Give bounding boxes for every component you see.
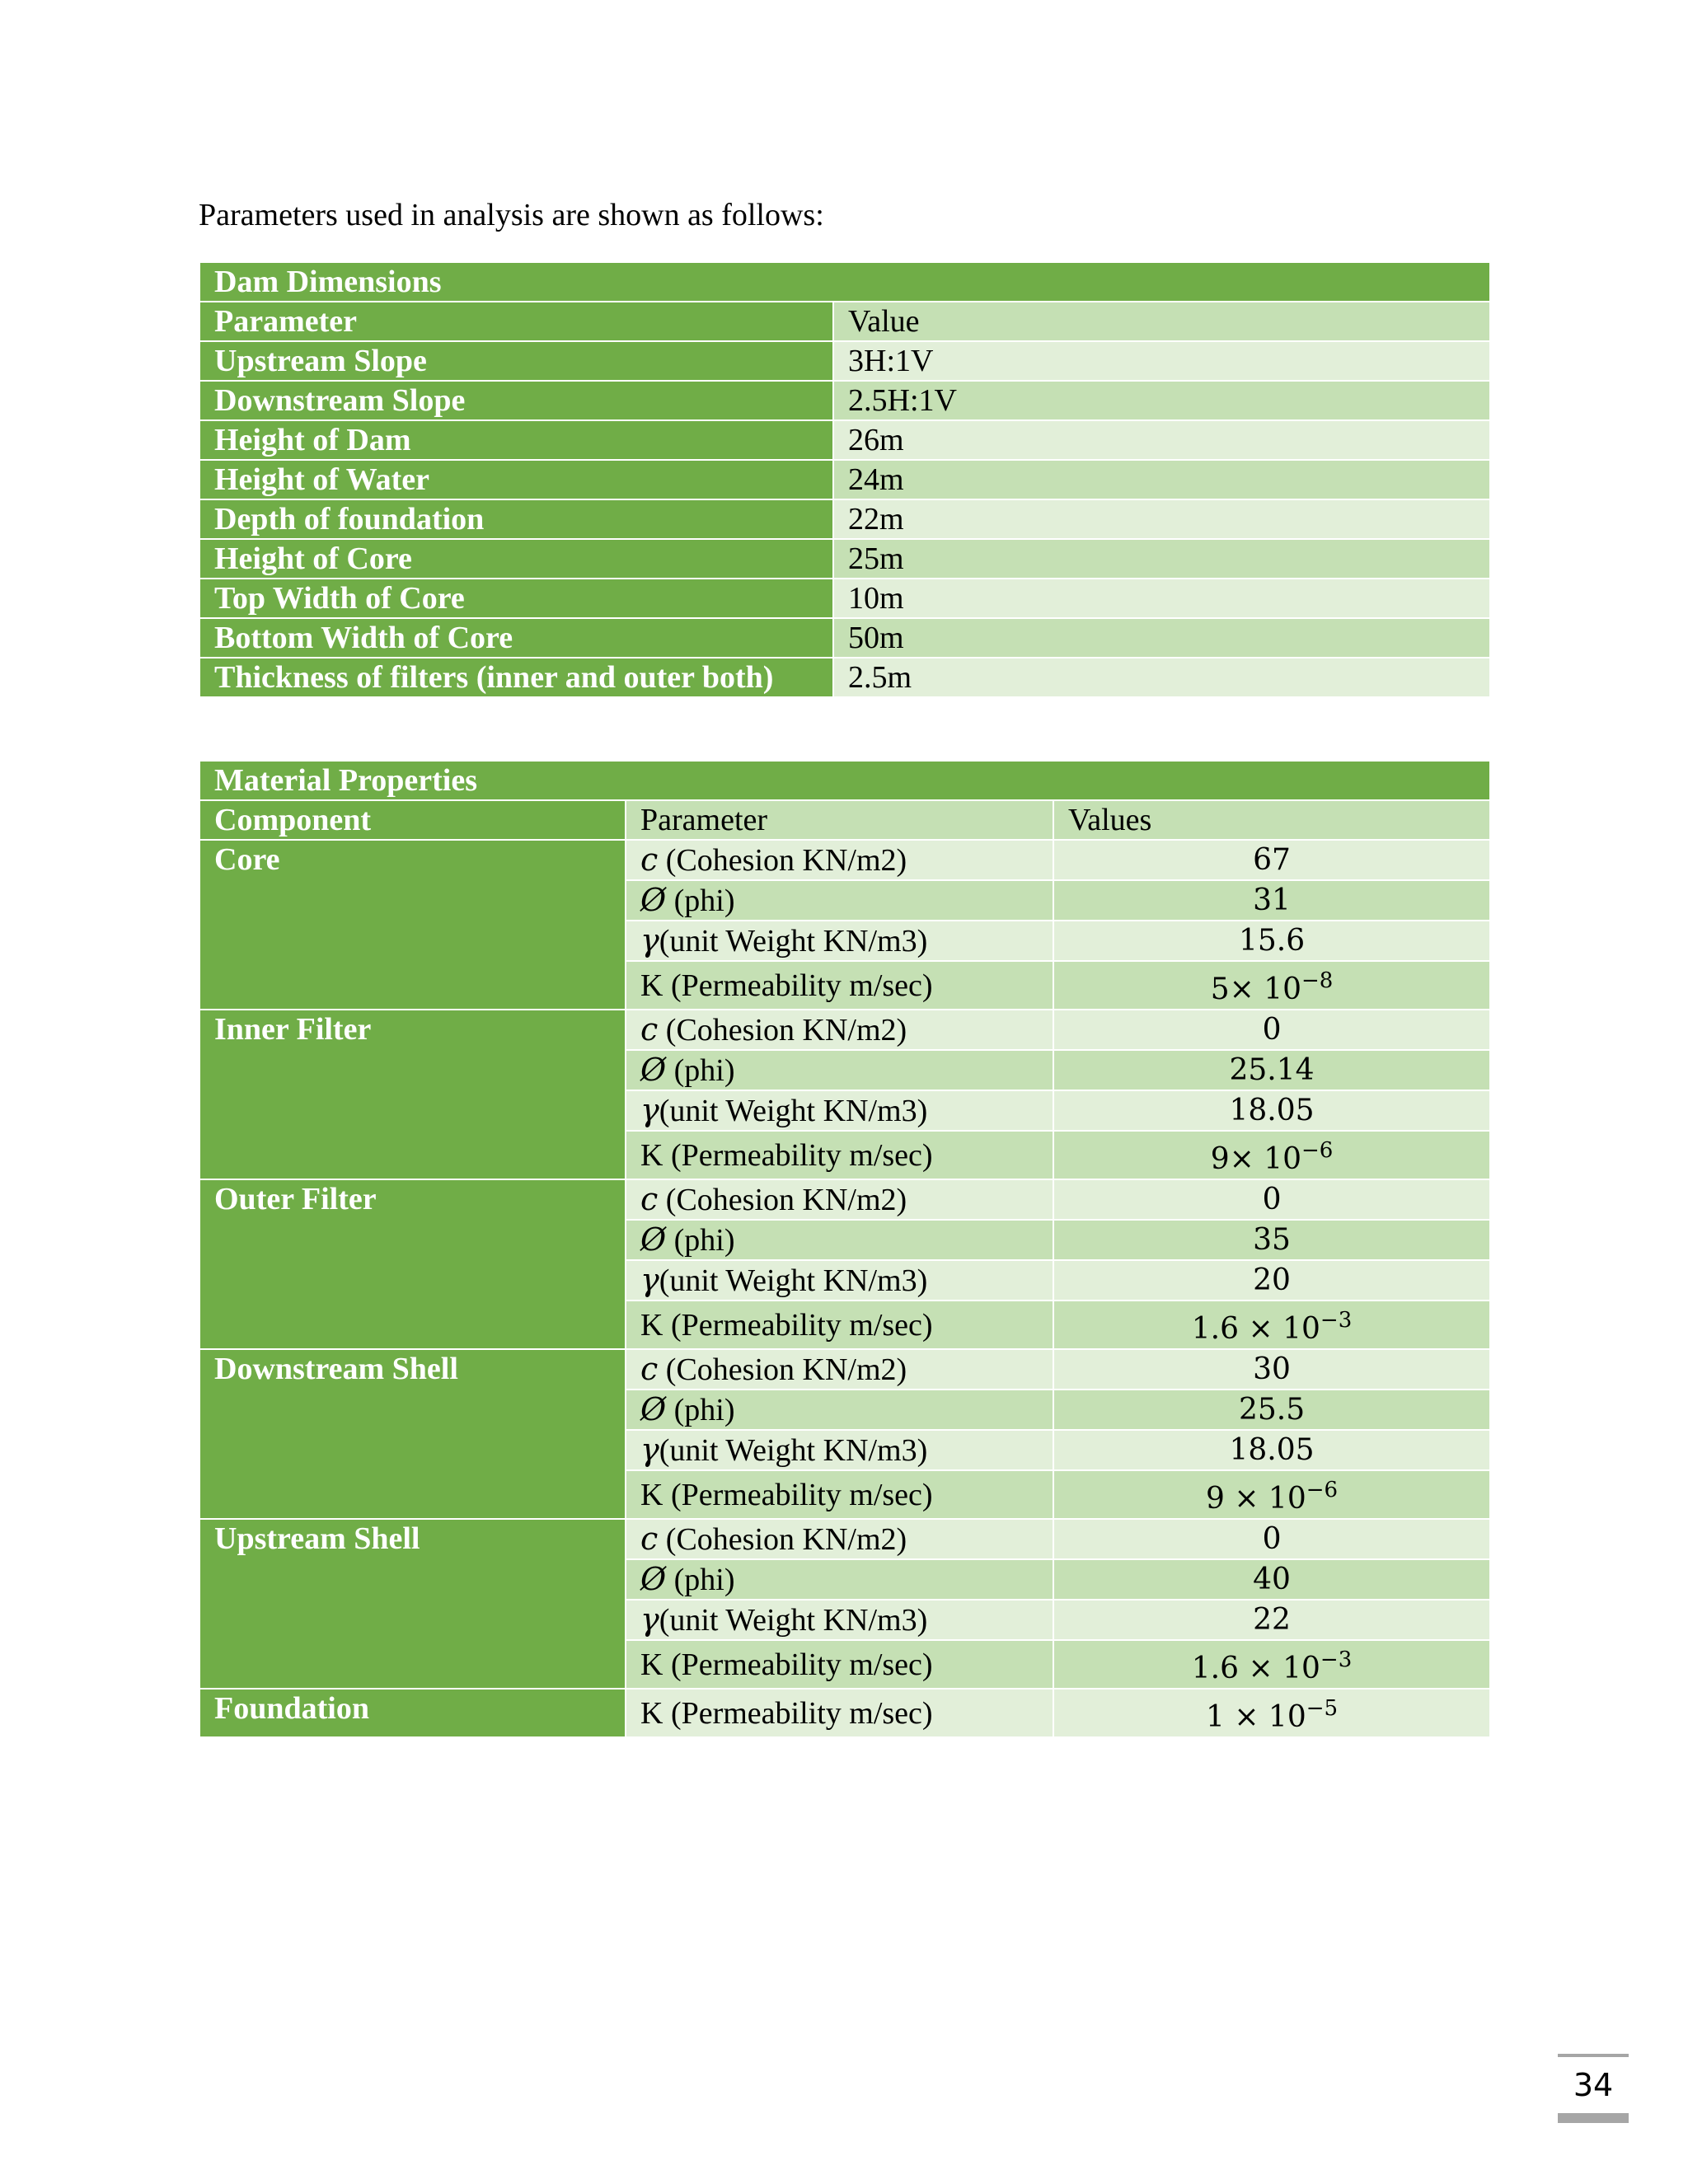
parameter-cell bbox=[626, 1010, 1053, 1050]
value-exponent: −3 bbox=[1320, 1308, 1353, 1333]
component-cell: Foundation bbox=[199, 1689, 626, 1737]
parameter-symbol: γ bbox=[640, 1262, 659, 1298]
dam-param-cell: Top Width of Core bbox=[199, 579, 833, 618]
dam-col-parameter: Parameter bbox=[199, 302, 833, 341]
parameter-cell bbox=[626, 1349, 1053, 1390]
table-row bbox=[199, 341, 1490, 381]
value-mantissa: 9× 10 bbox=[1210, 1142, 1302, 1176]
dam-table-title: Dam Dimensions bbox=[199, 262, 1490, 302]
dam-value-cell: 50m bbox=[833, 618, 1490, 658]
parameter-symbol: Ø bbox=[640, 1221, 667, 1258]
dam-value-cell: 22m bbox=[833, 499, 1490, 539]
parameter-cell bbox=[626, 1600, 1053, 1640]
parameter-symbol: γ bbox=[640, 1601, 659, 1638]
dam-dimensions-table bbox=[199, 261, 1491, 698]
value-mantissa: 67 bbox=[1253, 842, 1291, 877]
parameter-symbol: c bbox=[640, 1351, 659, 1387]
table-row bbox=[199, 539, 1490, 579]
parameter-label: (phi) bbox=[666, 1393, 735, 1427]
parameter-label: (unit Weight KN/m3) bbox=[659, 924, 928, 958]
material-properties-table bbox=[199, 760, 1491, 1738]
value-mantissa: 1 × 10 bbox=[1205, 1700, 1306, 1734]
value-mantissa: 15.6 bbox=[1238, 923, 1306, 958]
page-number: 34 bbox=[1573, 2067, 1614, 2103]
parameter-label: K (Permeability m/sec) bbox=[640, 1477, 933, 1512]
table-row bbox=[199, 840, 1490, 880]
table-row bbox=[199, 381, 1490, 420]
parameter-cell bbox=[626, 1090, 1053, 1131]
value-cell bbox=[1053, 1430, 1490, 1470]
parameter-cell bbox=[626, 1430, 1053, 1470]
value-cell bbox=[1053, 1640, 1490, 1689]
value-mantissa: 25.5 bbox=[1238, 1392, 1306, 1427]
dam-param-cell: Depth of foundation bbox=[199, 499, 833, 539]
value-cell bbox=[1053, 1689, 1490, 1737]
dam-value-cell: 24m bbox=[833, 460, 1490, 499]
intro-text: Parameters used in analysis are shown as follows: bbox=[199, 198, 824, 232]
value-mantissa: 0 bbox=[1262, 1521, 1282, 1556]
parameter-label: K (Permeability m/sec) bbox=[640, 1647, 933, 1682]
parameter-symbol: Ø bbox=[640, 1052, 667, 1088]
value-cell bbox=[1053, 1220, 1490, 1260]
parameter-label: (unit Weight KN/m3) bbox=[659, 1094, 928, 1128]
parameter-symbol: c bbox=[640, 1521, 659, 1557]
value-mantissa: 1.6 × 10 bbox=[1191, 1312, 1320, 1346]
component-cell: Outer Filter bbox=[199, 1179, 626, 1349]
value-exponent: −8 bbox=[1301, 968, 1334, 993]
value-cell bbox=[1053, 921, 1490, 961]
parameter-symbol: c bbox=[640, 841, 659, 878]
parameter-cell bbox=[626, 1220, 1053, 1260]
value-cell bbox=[1053, 1600, 1490, 1640]
parameter-symbol: Ø bbox=[640, 1391, 667, 1427]
parameter-label: (unit Weight KN/m3) bbox=[659, 1603, 928, 1638]
parameter-symbol: c bbox=[640, 1011, 659, 1047]
parameter-cell bbox=[626, 840, 1053, 880]
table-row bbox=[199, 618, 1490, 658]
parameter-cell bbox=[626, 1640, 1053, 1689]
parameter-label: (phi) bbox=[666, 883, 735, 918]
value-cell bbox=[1053, 961, 1490, 1010]
component-cell: Upstream Shell bbox=[199, 1519, 626, 1689]
material-col-values: Values bbox=[1053, 800, 1490, 840]
dam-param-cell: Bottom Width of Core bbox=[199, 618, 833, 658]
parameter-label: K (Permeability m/sec) bbox=[640, 1307, 933, 1343]
value-mantissa: 30 bbox=[1253, 1352, 1291, 1386]
value-mantissa: 22 bbox=[1253, 1602, 1291, 1637]
parameter-label: (unit Weight KN/m3) bbox=[659, 1263, 928, 1298]
table-row bbox=[199, 1689, 1490, 1737]
value-mantissa: 31 bbox=[1253, 883, 1291, 917]
value-cell bbox=[1053, 1470, 1490, 1519]
parameter-symbol: γ bbox=[640, 922, 659, 958]
value-cell bbox=[1053, 1559, 1490, 1600]
value-cell bbox=[1053, 1390, 1490, 1430]
value-cell bbox=[1053, 840, 1490, 880]
table-row bbox=[199, 1519, 1490, 1559]
value-cell bbox=[1053, 1519, 1490, 1559]
parameter-label: (phi) bbox=[666, 1223, 735, 1258]
parameter-cell bbox=[626, 880, 1053, 921]
dam-param-cell: Upstream Slope bbox=[199, 341, 833, 381]
dam-value-cell: 26m bbox=[833, 420, 1490, 460]
parameter-cell bbox=[626, 1301, 1053, 1349]
parameter-symbol: Ø bbox=[640, 1561, 667, 1597]
value-cell bbox=[1053, 1010, 1490, 1050]
table-row bbox=[199, 579, 1490, 618]
parameter-label: (Cohesion KN/m2) bbox=[658, 843, 907, 878]
parameter-label: (phi) bbox=[666, 1563, 735, 1597]
value-cell bbox=[1053, 1260, 1490, 1301]
component-cell: Downstream Shell bbox=[199, 1349, 626, 1519]
material-table-title: Material Properties bbox=[199, 761, 1490, 800]
parameter-cell bbox=[626, 1260, 1053, 1301]
value-exponent: −3 bbox=[1320, 1647, 1353, 1672]
parameter-cell bbox=[626, 1519, 1053, 1559]
parameter-cell bbox=[626, 961, 1053, 1010]
value-cell bbox=[1053, 1349, 1490, 1390]
dam-value-cell: 25m bbox=[833, 539, 1490, 579]
parameter-symbol: γ bbox=[640, 1092, 659, 1128]
table-row bbox=[199, 499, 1490, 539]
table-row bbox=[199, 460, 1490, 499]
table-row bbox=[199, 420, 1490, 460]
parameter-label: (Cohesion KN/m2) bbox=[658, 1522, 907, 1557]
value-mantissa: 40 bbox=[1253, 1562, 1291, 1596]
parameter-label: (phi) bbox=[666, 1053, 735, 1088]
parameter-cell bbox=[626, 1179, 1053, 1220]
table-row bbox=[199, 1349, 1490, 1390]
value-mantissa: 20 bbox=[1253, 1263, 1291, 1297]
footer-rule-bottom bbox=[1558, 2113, 1629, 2123]
component-cell: Inner Filter bbox=[199, 1010, 626, 1179]
material-col-parameter: Parameter bbox=[626, 800, 1053, 840]
dam-param-cell: Height of Dam bbox=[199, 420, 833, 460]
parameter-symbol: γ bbox=[640, 1432, 659, 1468]
value-mantissa: 18.05 bbox=[1229, 1432, 1315, 1467]
parameter-symbol: Ø bbox=[640, 882, 667, 918]
parameter-symbol: c bbox=[640, 1181, 659, 1217]
dam-param-cell: Downstream Slope bbox=[199, 381, 833, 420]
parameter-cell bbox=[626, 1131, 1053, 1179]
value-cell bbox=[1053, 1179, 1490, 1220]
table-row bbox=[199, 1010, 1490, 1050]
value-cell bbox=[1053, 1301, 1490, 1349]
dam-col-value: Value bbox=[833, 302, 1490, 341]
value-mantissa: 9 × 10 bbox=[1205, 1482, 1306, 1516]
parameter-label: (unit Weight KN/m3) bbox=[659, 1433, 928, 1468]
parameter-label: K (Permeability m/sec) bbox=[640, 1137, 933, 1173]
value-exponent: −6 bbox=[1306, 1478, 1339, 1502]
value-exponent: −5 bbox=[1306, 1696, 1339, 1721]
value-mantissa: 5× 10 bbox=[1210, 972, 1302, 1006]
table-row bbox=[199, 658, 1490, 697]
parameter-label: K (Permeability m/sec) bbox=[640, 968, 933, 1003]
dam-param-cell: Height of Water bbox=[199, 460, 833, 499]
table-row bbox=[199, 1179, 1490, 1220]
dam-value-cell: 2.5H:1V bbox=[833, 381, 1490, 420]
value-cell bbox=[1053, 1090, 1490, 1131]
value-cell bbox=[1053, 1131, 1490, 1179]
value-cell bbox=[1053, 880, 1490, 921]
parameter-cell bbox=[626, 1390, 1053, 1430]
value-mantissa: 0 bbox=[1262, 1182, 1282, 1216]
material-col-component: Component bbox=[199, 800, 626, 840]
parameter-cell bbox=[626, 921, 1053, 961]
value-cell bbox=[1053, 1050, 1490, 1090]
dam-value-cell: 10m bbox=[833, 579, 1490, 618]
value-mantissa: 18.05 bbox=[1229, 1093, 1315, 1127]
dam-param-cell: Thickness of filters (inner and outer both) bbox=[199, 658, 833, 697]
dam-value-cell: 3H:1V bbox=[833, 341, 1490, 381]
parameter-cell bbox=[626, 1470, 1053, 1519]
dam-param-cell: Height of Core bbox=[199, 539, 833, 579]
parameter-label: K (Permeability m/sec) bbox=[640, 1695, 933, 1731]
parameter-label: (Cohesion KN/m2) bbox=[658, 1352, 907, 1387]
value-mantissa: 1.6 × 10 bbox=[1191, 1652, 1320, 1685]
parameter-cell bbox=[626, 1559, 1053, 1600]
value-mantissa: 25.14 bbox=[1229, 1052, 1315, 1087]
parameter-cell bbox=[626, 1050, 1053, 1090]
footer-rule-top bbox=[1558, 2054, 1629, 2057]
component-cell: Core bbox=[199, 840, 626, 1010]
parameter-label: (Cohesion KN/m2) bbox=[658, 1013, 907, 1047]
value-mantissa: 0 bbox=[1262, 1012, 1282, 1047]
value-mantissa: 35 bbox=[1253, 1222, 1291, 1257]
dam-value-cell: 2.5m bbox=[833, 658, 1490, 697]
parameter-cell bbox=[626, 1689, 1053, 1737]
value-exponent: −6 bbox=[1301, 1138, 1334, 1163]
parameter-label: (Cohesion KN/m2) bbox=[658, 1183, 907, 1217]
